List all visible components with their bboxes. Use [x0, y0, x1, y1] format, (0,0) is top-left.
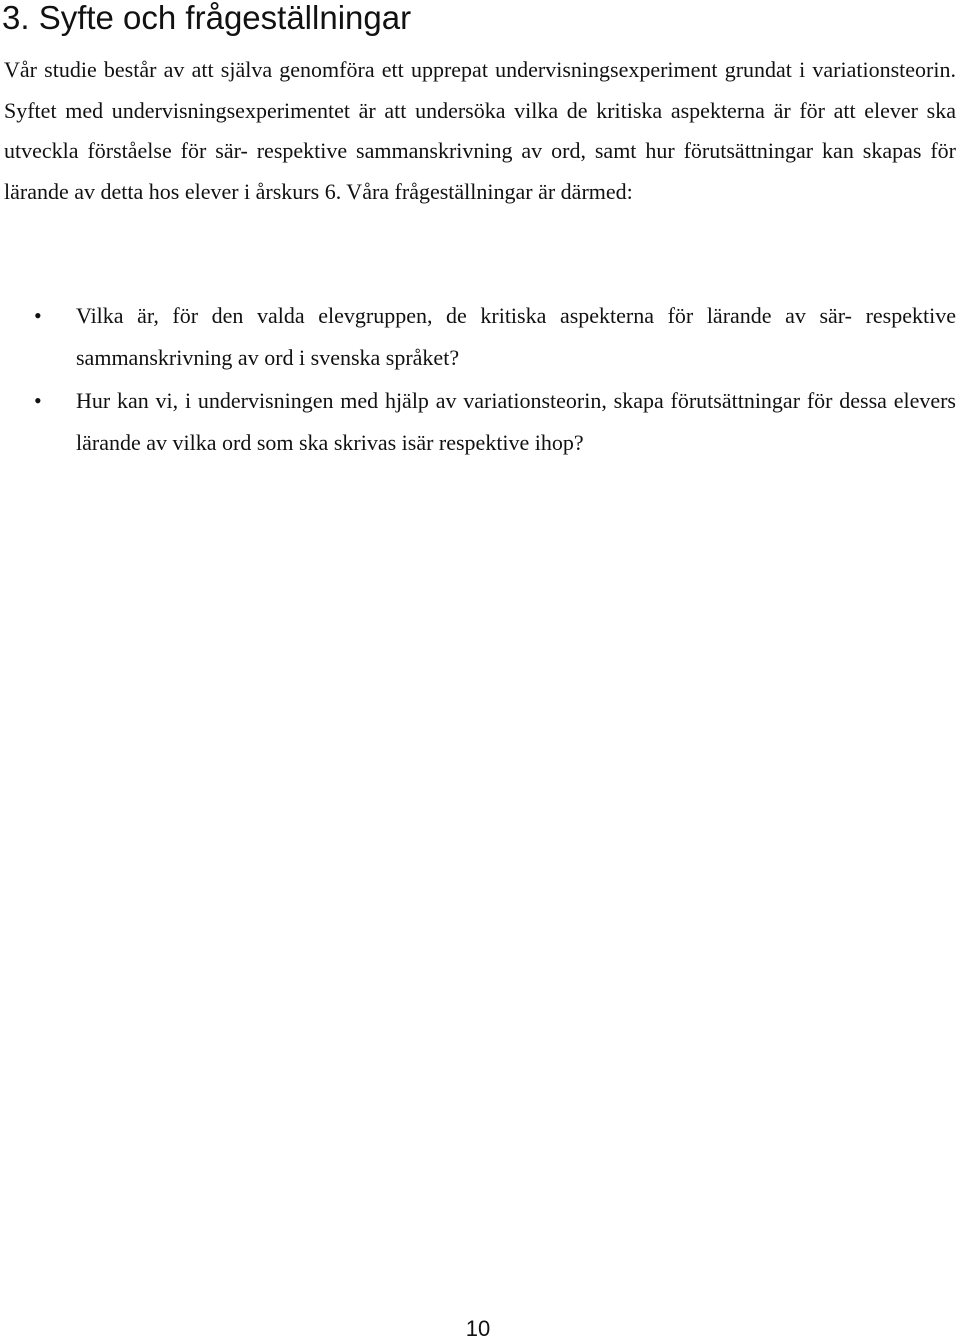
intro-paragraph: Vår studie består av att själva genomföra ett upprepat undervisningsexperiment grundat i variationsteorin. Syftet med undervisningsexperimentet är att undersöka vilka de kritiska aspekterna är för att elever ska utveckla förståelse för sär- respektive sammanskrivning av ord, samt hur förutsättningar kan skapas för lärande av detta hos elever i årskurs 6. Våra frågeställningar är därmed: — [4, 57, 956, 204]
list-item — [0, 380, 960, 463]
list-item — [0, 295, 960, 378]
page-number: 10 — [465, 1316, 491, 1341]
page-number-footer — [0, 1316, 960, 1342]
research-question-1: Vilka är, för den valda elevgruppen, de kritiska aspekterna för lärande av sär- respektive sammanskrivning av ord i svenska språket? — [76, 303, 956, 370]
bullet-icon: • — [34, 303, 42, 328]
research-question-2: Hur kan vi, i undervisningen med hjälp av variationsteorin, skapa förutsättningar för dessa elevers lärande av vilka ord som ska skrivas isär respektive ihop? — [76, 388, 956, 455]
research-questions-list — [0, 295, 960, 463]
section-heading: 3. Syfte och frågeställningar — [2, 0, 412, 36]
bullet-icon: • — [34, 388, 42, 413]
